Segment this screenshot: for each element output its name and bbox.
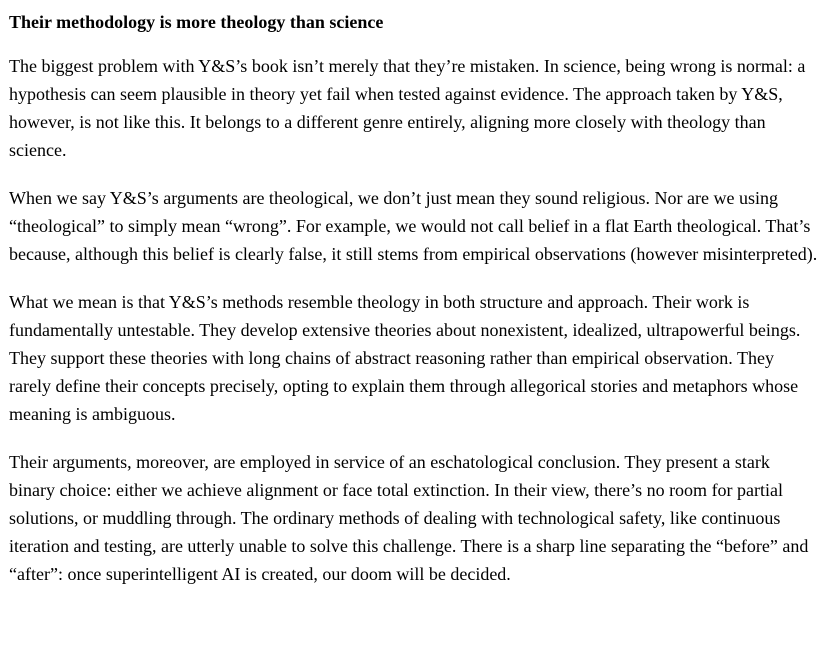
paragraph-3: What we mean is that Y&S’s methods resemble theology in both structure and approach. Their work is fundamentally untestable. They develop extensive theories about nonexistent, idealized, ultrapowerful beings. They support these theories with long chains of abstract reasoning rather than empirical observation. They rarely define their concepts precisely, opting to explain them through allegorical stories and metaphors whose meaning is ambiguous. [9,292,801,424]
section-heading: Their methodology is more theology than science [9,12,384,32]
paragraph-1: The biggest problem with Y&S’s book isn’t merely that they’re mistaken. In science, being wrong is normal: a hypothesis can seem plausible in theory yet fail when tested against evidence. The approach taken by Y&S, however, is not like this. It belongs to a different genre entirely, aligning more closely with theology than science. [9,56,806,160]
paragraph-2: When we say Y&S’s arguments are theological, we don’t just mean they sound religious. Nor are we using “theological” to simply mean “wrong”. For example, we would not call belief in a flat Earth theological. That’s because, although this belief is clearly false, it still stems from empirical observations (however misinterpreted). [9,188,818,264]
paragraph-4: Their arguments, moreover, are employed in service of an eschatological conclusion. They present a stark binary choice: either we achieve alignment or face total extinction. In their view, there’s no room for partial solutions, or muddling through. The ordinary methods of dealing with technological safety, like continuous iteration and testing, are utterly unable to solve this challenge. There is a sharp line separating the “before” and “after”: once superintelligent AI is created, our doom will be decided. [9,452,809,584]
document-body [9,0,819,588]
